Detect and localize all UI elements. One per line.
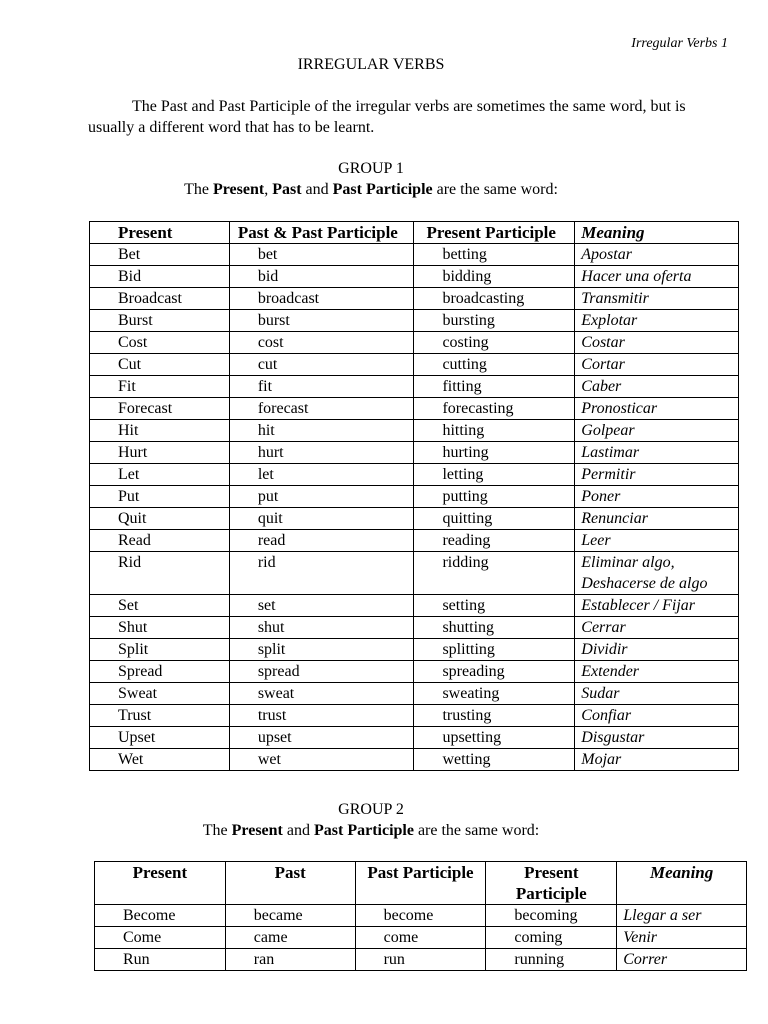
table-cell: trusting xyxy=(414,705,575,727)
table-cell: broadcast xyxy=(229,288,414,310)
col-header-present-participle: Present Participle xyxy=(486,862,617,905)
table-cell: Caber xyxy=(575,376,739,398)
table-cell: Llegar a ser xyxy=(617,905,747,927)
table-row xyxy=(90,288,739,310)
table-cell: Cerrar xyxy=(575,617,739,639)
table-cell: ran xyxy=(225,949,355,971)
group1-header-row xyxy=(90,222,739,244)
col-header-meaning: Meaning xyxy=(575,222,739,244)
table-cell: becoming xyxy=(486,905,617,927)
table-cell: Sudar xyxy=(575,683,739,705)
table-cell: Fit xyxy=(90,376,230,398)
group2-description: The Present and Past Participle are the same word: xyxy=(202,822,540,839)
table-cell: Rid xyxy=(90,552,230,574)
table-cell xyxy=(414,573,575,595)
table-cell: sweat xyxy=(229,683,414,705)
table-cell: set xyxy=(229,595,414,617)
table-cell: cutting xyxy=(414,354,575,376)
table-cell: let xyxy=(229,464,414,486)
table-cell: Bid xyxy=(90,266,230,288)
table-cell: bidding xyxy=(414,266,575,288)
group2-name: GROUP 2 xyxy=(338,801,404,818)
table-cell: Cut xyxy=(90,354,230,376)
table-cell: hitting xyxy=(414,420,575,442)
group2-table xyxy=(94,861,747,971)
table-cell xyxy=(90,573,230,595)
table-cell: Poner xyxy=(575,486,739,508)
table-row xyxy=(95,949,747,971)
col-header-past-participle: Past & Past Participle xyxy=(229,222,414,244)
table-cell: hit xyxy=(229,420,414,442)
col-header-present: Present xyxy=(95,862,226,905)
table-cell: Transmitir xyxy=(575,288,739,310)
page-title: IRREGULAR VERBS xyxy=(297,56,445,73)
table-cell: costing xyxy=(414,332,575,354)
table-row xyxy=(90,266,739,288)
table-cell: become xyxy=(355,905,486,927)
table-cell: Quit xyxy=(90,508,230,530)
table-cell: upset xyxy=(229,727,414,749)
table-row xyxy=(90,310,739,332)
table-row xyxy=(90,486,739,508)
table-cell: Lastimar xyxy=(575,442,739,464)
table-cell: rid xyxy=(229,552,414,574)
table-row xyxy=(95,927,747,949)
table-cell: Correr xyxy=(617,949,747,971)
table-cell: Set xyxy=(90,595,230,617)
table-row xyxy=(90,244,739,266)
table-row xyxy=(90,552,739,574)
table-cell: upsetting xyxy=(414,727,575,749)
intro-paragraph: The Past and Past Participle of the irregular verbs are sometimes the same word, but is usually a different word that has to be learnt. xyxy=(88,98,686,136)
table-row xyxy=(90,727,739,749)
col-header-past-participle: Past Participle xyxy=(355,862,486,905)
table-cell: wetting xyxy=(414,749,575,771)
table-cell: come xyxy=(355,927,486,949)
table-cell: reading xyxy=(414,530,575,552)
table-cell: Extender xyxy=(575,661,739,683)
group1-heading xyxy=(0,158,742,200)
table-cell: Bet xyxy=(90,244,230,266)
table-row xyxy=(90,530,739,552)
table-cell: Leer xyxy=(575,530,739,552)
table-cell: cut xyxy=(229,354,414,376)
table-cell: letting xyxy=(414,464,575,486)
table-cell: put xyxy=(229,486,414,508)
table-row xyxy=(90,442,739,464)
table-cell: Hurt xyxy=(90,442,230,464)
table-cell: forecasting xyxy=(414,398,575,420)
table-row xyxy=(90,639,739,661)
table-cell: Establecer / Fijar xyxy=(575,595,739,617)
group1-name: GROUP 1 xyxy=(338,160,404,177)
group2-header-row xyxy=(95,862,747,905)
table-cell: Spread xyxy=(90,661,230,683)
table-cell: Wet xyxy=(90,749,230,771)
table-row xyxy=(95,905,747,927)
table-cell: read xyxy=(229,530,414,552)
table-row xyxy=(90,464,739,486)
running-header: Irregular Verbs 1 xyxy=(631,36,728,51)
table-cell: Mojar xyxy=(575,749,739,771)
col-header-present-participle: Present Participle xyxy=(414,222,575,244)
table-row xyxy=(90,398,739,420)
table-row xyxy=(90,617,739,639)
table-cell: Dividir xyxy=(575,639,739,661)
table-cell: Deshacerse de algo xyxy=(575,573,739,595)
table-cell: Trust xyxy=(90,705,230,727)
group2-heading xyxy=(0,799,742,841)
table-row xyxy=(90,683,739,705)
table-cell: trust xyxy=(229,705,414,727)
table-cell: Venir xyxy=(617,927,747,949)
col-header-meaning: Meaning xyxy=(617,862,747,905)
table-row xyxy=(90,420,739,442)
table-cell: Renunciar xyxy=(575,508,739,530)
table-cell: Permitir xyxy=(575,464,739,486)
table-cell: forecast xyxy=(229,398,414,420)
table-cell: coming xyxy=(486,927,617,949)
table-cell: Golpear xyxy=(575,420,739,442)
table-cell: bursting xyxy=(414,310,575,332)
table-cell xyxy=(229,573,414,595)
table-cell: fit xyxy=(229,376,414,398)
group1-table xyxy=(89,221,739,771)
table-cell: Upset xyxy=(90,727,230,749)
table-cell: became xyxy=(225,905,355,927)
table-cell: Cortar xyxy=(575,354,739,376)
table-row xyxy=(90,354,739,376)
table-cell: fitting xyxy=(414,376,575,398)
table-cell: Burst xyxy=(90,310,230,332)
table-cell: putting xyxy=(414,486,575,508)
table-row xyxy=(90,332,739,354)
table-row xyxy=(90,705,739,727)
table-cell: splitting xyxy=(414,639,575,661)
table-cell: run xyxy=(355,949,486,971)
table-cell: Forecast xyxy=(90,398,230,420)
table-cell: bid xyxy=(229,266,414,288)
table-cell: Put xyxy=(90,486,230,508)
table-cell: Disgustar xyxy=(575,727,739,749)
table-row xyxy=(90,749,739,771)
table-cell: Run xyxy=(95,949,226,971)
table-cell: Shut xyxy=(90,617,230,639)
table-row xyxy=(90,508,739,530)
table-cell: Pronosticar xyxy=(575,398,739,420)
table-cell: broadcasting xyxy=(414,288,575,310)
col-header-present: Present xyxy=(90,222,230,244)
table-cell: spreading xyxy=(414,661,575,683)
table-cell: running xyxy=(486,949,617,971)
table-cell: Read xyxy=(90,530,230,552)
group1-description: The Present, Past and Past Participle are the same word: xyxy=(184,181,558,198)
table-cell: hurting xyxy=(414,442,575,464)
table-cell: Eliminar algo, xyxy=(575,552,739,574)
table-cell: spread xyxy=(229,661,414,683)
table-cell: Split xyxy=(90,639,230,661)
table-cell: Let xyxy=(90,464,230,486)
col-header-past: Past xyxy=(225,862,355,905)
table-cell: quit xyxy=(229,508,414,530)
table-cell: Hit xyxy=(90,420,230,442)
table-cell: wet xyxy=(229,749,414,771)
table-cell: bet xyxy=(229,244,414,266)
table-cell: setting xyxy=(414,595,575,617)
table-cell: Become xyxy=(95,905,226,927)
table-cell: Come xyxy=(95,927,226,949)
table-cell: Explotar xyxy=(575,310,739,332)
table-row xyxy=(90,376,739,398)
table-cell: came xyxy=(225,927,355,949)
table-cell: Hacer una oferta xyxy=(575,266,739,288)
table-cell: Costar xyxy=(575,332,739,354)
table-cell: Sweat xyxy=(90,683,230,705)
table-cell: split xyxy=(229,639,414,661)
table-row xyxy=(90,595,739,617)
table-cell: shutting xyxy=(414,617,575,639)
table-cell: quitting xyxy=(414,508,575,530)
table-cell: Apostar xyxy=(575,244,739,266)
table-cell: Broadcast xyxy=(90,288,230,310)
table-cell: Cost xyxy=(90,332,230,354)
table-cell: Confiar xyxy=(575,705,739,727)
table-row xyxy=(90,661,739,683)
table-cell: cost xyxy=(229,332,414,354)
table-cell: sweating xyxy=(414,683,575,705)
table-cell: ridding xyxy=(414,552,575,574)
table-cell: burst xyxy=(229,310,414,332)
table-cell: shut xyxy=(229,617,414,639)
table-cell: betting xyxy=(414,244,575,266)
table-cell: hurt xyxy=(229,442,414,464)
table-row xyxy=(90,573,739,595)
